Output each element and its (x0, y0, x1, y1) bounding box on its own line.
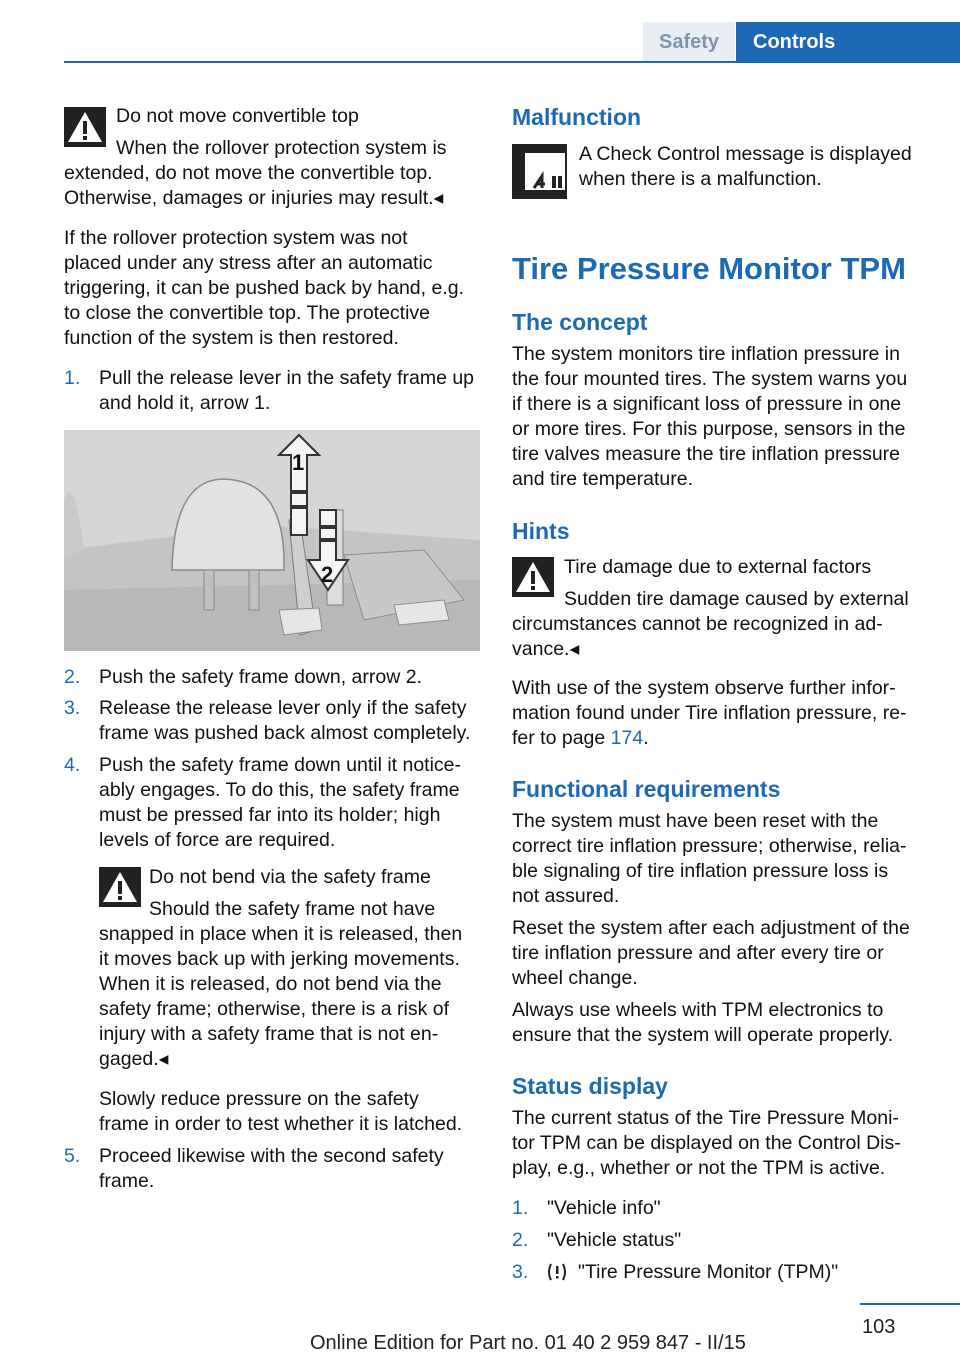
malfunction-heading: Malfunction (512, 104, 642, 130)
warning-title: Do not bend via the safety frame (149, 866, 431, 888)
functional-text: Reset the system after each adjustment of the tire inflation pressure and after every tire or wheel change. (512, 917, 910, 989)
header-rule (64, 61, 960, 63)
functional-text: The system must have been reset with the correct tire inflation pressure; otherwise, relia‐ ble signaling of tire inflation pressure loss is not assured. (512, 810, 907, 907)
tire-warning-indicator-icon (512, 144, 567, 199)
menu-path-step: "Vehicle status" (547, 1229, 682, 1251)
tpm-section-title: Tire Pressure Monitor TPM (512, 251, 906, 286)
warning-text: snapped in place when it is released, then it moves back up with jerking movements. When it is released, do not bend via the safety frame; otherwise, there is a risk of injury with a safety frame that is not en‐ gaged.◂ (99, 923, 463, 1070)
status-text: The current status of the Tire Pressure Moni‐ tor TPM can be displayed on the Control Dis‐ play, e.g., whether or not the TPM is active. (512, 1107, 901, 1179)
step-text: Push the safety frame down, arrow 2. (99, 666, 422, 688)
step-number: 1. (64, 367, 81, 389)
warning-text: circumstances cannot be recognized in ad‐ vance.◂ (512, 613, 883, 660)
step-text: Proceed likewise with the second safety frame. (99, 1145, 444, 1192)
functional-text: Always use wheels with TPM electronics to ensure that the system will operate properly. (512, 999, 894, 1046)
header-section-tab[interactable]: Safety (643, 22, 735, 62)
warning-text: Should the safety frame not have (149, 898, 436, 920)
warning-text: extended, do not move the convertible top. (64, 162, 433, 184)
warning-icon (64, 107, 106, 147)
menu-path-step: "Tire Pressure Monitor (TPM)" (578, 1261, 839, 1283)
malfunction-text: A Check Control message is displayed when there is a malfunction. (579, 143, 912, 190)
step-number: 5. (64, 1145, 81, 1167)
tire-pressure-icon (546, 1262, 568, 1282)
step-number: 3. (512, 1261, 529, 1283)
page-link[interactable]: 174 (610, 727, 644, 749)
paragraph: If the rollover protection system was not placed under any stress after an automatic triggering, it can be pushed back by hand, e.g. to close the convertible top. The protective function of the system is then restored. (64, 227, 465, 349)
step-text: Release the release lever only if the safety frame was pushed back almost completely. (99, 697, 471, 744)
warning-title: Do not move convertible top (116, 105, 359, 127)
safety-frame-illustration (64, 430, 480, 651)
warning-icon (512, 557, 554, 597)
warning-text: When the rollover protection system is (116, 137, 447, 159)
step-text: Push the safety frame down until it notice‐ ably engages. To do this, the safety frame must be pressed far into its holder; high levels of force are required. (99, 754, 462, 851)
menu-path-step: "Vehicle info" (547, 1197, 661, 1219)
status-display-heading: Status display (512, 1073, 668, 1099)
hints-heading: Hints (512, 518, 570, 544)
functional-requirements-heading: Functional requirements (512, 776, 781, 802)
step-number: 2. (512, 1229, 529, 1251)
edition-footer: Online Edition for Part no. 01 40 2 959 847 - II/15 (310, 1332, 746, 1354)
hints-paragraph: With use of the system observe further infor‐ mation found under Tire inflation pressure, re‐ fer to page 174. (512, 677, 907, 749)
page-number: 103 (862, 1316, 896, 1338)
footer-rule (860, 1303, 960, 1305)
concept-text: The system monitors tire inflation pressure in the four mounted tires. The system warns you if there is a significant loss of pressure in one or more tires. For this purpose, sensors in the tire valves measure the tire inflation pressure and tire temperature. (512, 343, 908, 490)
warning-text: Otherwise, damages or injuries may result.◂ (64, 187, 444, 209)
step-number: 4. (64, 754, 81, 776)
paragraph: Slowly reduce pressure on the safety frame in order to test whether it is latched. (99, 1088, 463, 1135)
header-chapter-tab[interactable]: Controls (736, 22, 960, 62)
step-number: 1. (512, 1197, 529, 1219)
arrow-2-label: 2 (321, 562, 334, 587)
arrow-1-label: 1 (292, 450, 305, 475)
step-number: 2. (64, 666, 81, 688)
warning-icon (99, 867, 141, 907)
warning-text: Sudden tire damage caused by external (564, 588, 909, 610)
concept-heading: The concept (512, 309, 648, 335)
step-text: Pull the release lever in the safety frame up and hold it, arrow 1. (99, 367, 475, 414)
warning-title: Tire damage due to external factors (564, 556, 872, 578)
step-number: 3. (64, 697, 81, 719)
